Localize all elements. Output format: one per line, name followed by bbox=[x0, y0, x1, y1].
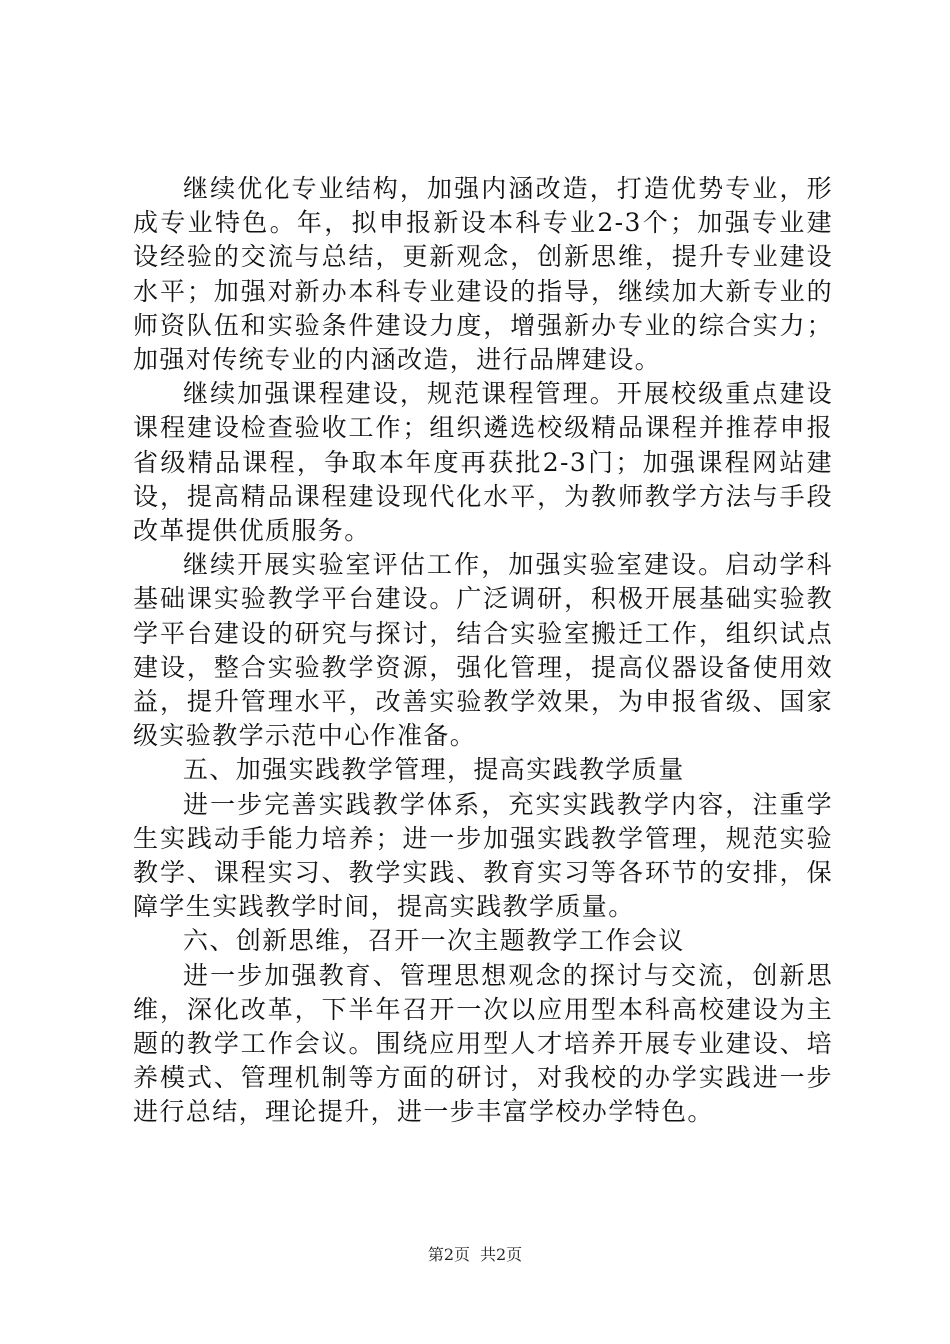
page-footer bbox=[0, 1244, 950, 1266]
paragraph-course-construction: 继续加强课程建设，规范课程管理。开展校级重点建设课程建设检查验收工作；组织遴选校级精品课程并推荐申报省级精品课程，争取本年度再获批2-3门；加强课程网站建设，提高精品课程建设现代化水平，为教师教学方法与手段改革提供优质服务。 bbox=[133, 379, 833, 546]
paragraph-major-structure: 继续优化专业结构，加强内涵改造，打造优势专业，形成专业特色。年，拟申报新设本科专业2-3个；加强专业建设经验的交流与总结，更新观念，创新思维，提升专业建设水平；加强对新办本科专业建设的指导，继续加大新专业的师资队伍和实验条件建设力度，增强新办专业的综合实力；加强对传统专业的内涵改造，进行品牌建设。 bbox=[133, 174, 833, 375]
paragraph-laboratory: 继续开展实验室评估工作，加强实验室建设。启动学科基础课实验教学平台建设。广泛调研，积极开展基础实验教学平台建设的研究与探讨，结合实验室搬迁工作，组织试点建设，整合实验教学资源，强化管理，提高仪器设备使用效益，提升管理水平，改善实验教学效果，为申报省级、国家级实验教学示范中心作准备。 bbox=[133, 550, 833, 751]
page-number: 第2页 bbox=[427, 1245, 470, 1264]
section-heading-practice: 五、加强实践教学管理，提高实践教学质量 bbox=[183, 755, 685, 785]
section-heading-conference: 六、创新思维，召开一次主题教学工作会议 bbox=[183, 926, 685, 956]
page-total: 共2页 bbox=[480, 1245, 523, 1264]
paragraph-conference: 进一步加强教育、管理思想观念的探讨与交流，创新思维，深化改革，下半年召开一次以应用型本科高校建设为主题的教学工作会议。围绕应用型人才培养开展专业建设、培养模式、管理机制等方面的研讨，对我校的办学实践进一步进行总结，理论提升，进一步丰富学校办学特色。 bbox=[133, 960, 833, 1127]
document-body bbox=[133, 172, 833, 1130]
paragraph-practice: 进一步完善实践教学体系，充实实践教学内容，注重学生实践动手能力培养；进一步加强实践教学管理，规范实验教学、课程实习、教学实践、教育实习等各环节的安排，保障学生实践教学时间，提高实践教学质量。 bbox=[133, 789, 833, 922]
